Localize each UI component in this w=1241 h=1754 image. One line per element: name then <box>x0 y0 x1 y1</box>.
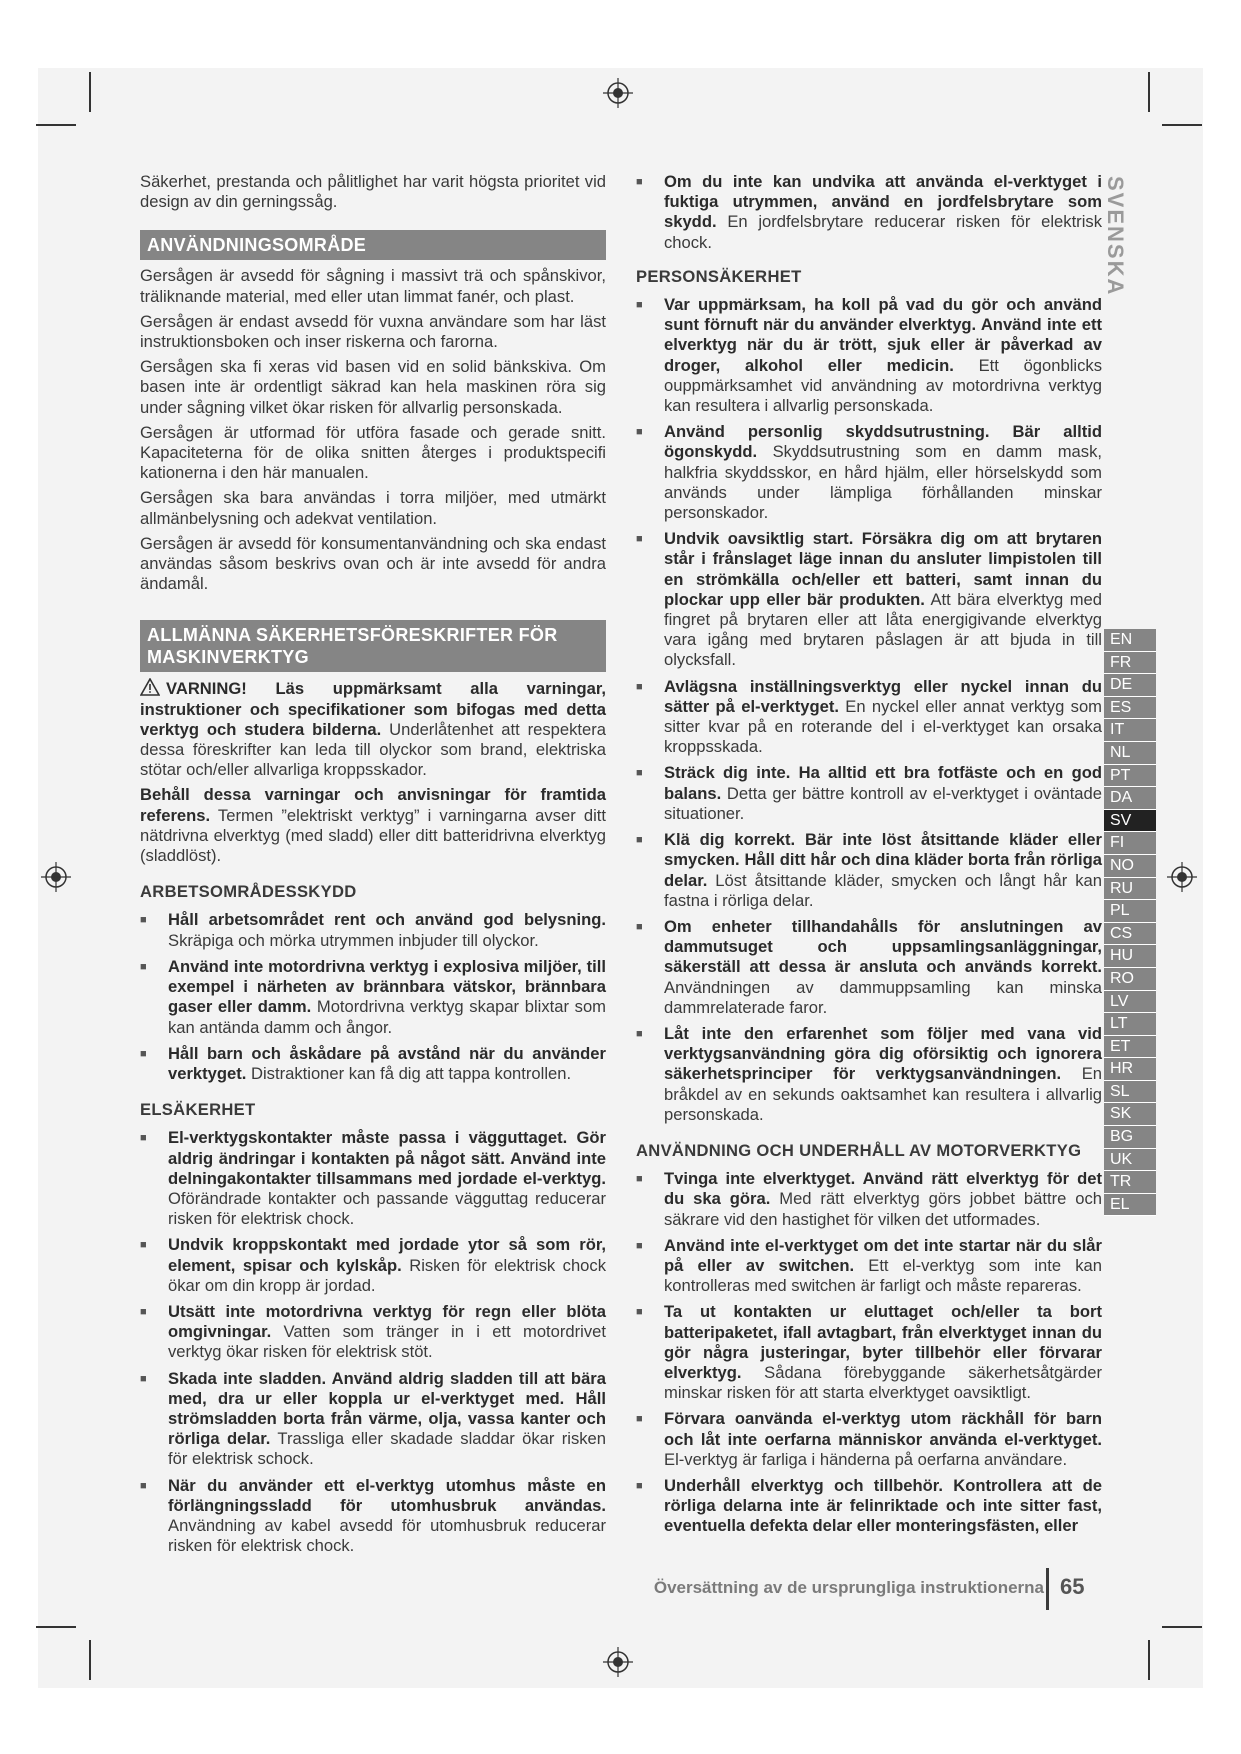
list-item: ■ Använd inte el-verktyget om det inte startar när du slår på eller av switchen. Ett el-verktyg som inte kan kontrolleras med switchen är farligt och måste repareras. <box>636 1236 1102 1297</box>
warning-text: Underlåtenhet att respektera dessa föreskrifter kan leda till olyckor som brand, elektriska stötar och/eller allvarliga kroppsskador. <box>140 719 606 780</box>
footer-divider <box>1046 1568 1049 1610</box>
language-tab-hr[interactable]: HR <box>1104 1058 1156 1081</box>
language-tab-ro[interactable]: RO <box>1104 968 1156 991</box>
page-number: 65 <box>1060 1574 1085 1599</box>
registration-mark-icon <box>603 1647 633 1677</box>
crop-mark <box>89 72 91 112</box>
list-item: ■ När du använder ett el-verktyg utomhus måste en förlängningssladd för utomhusbruk användas. Användning av kabel avsedd för utomhusbruk reducerar risken för elektrisk chock. <box>140 1476 606 1557</box>
language-tab-cs[interactable]: CS <box>1104 923 1156 946</box>
language-tab-fi[interactable]: FI <box>1104 832 1156 855</box>
language-tab-sl[interactable]: SL <box>1104 1081 1156 1104</box>
list-item: ■ Om enheter tillhandahålls för anslutningen av dammutsuget och uppsamlingsanläggningar, säkerställ att dessa är ansluta och används korrekt. Användningen av dammuppsamling kan minska dammrelaterade faror. <box>636 917 1102 1018</box>
warning-paragraph <box>140 678 606 780</box>
list-item: ■ Undvik kroppskontakt med jordade ytor så som rör, element, spisar och kylskåp. Risken för elektrisk chock ökar om din kropp är jordad. <box>140 1235 606 1296</box>
list-item: ■ Håll arbetsområdet rent och använd god belysning. Skräpiga och mörka utrymmen inbjuder till olyckor. <box>140 910 606 950</box>
paragraph: Gersågen ska fi xeras vid basen vid en solid bänkskiva. Om basen inte är ordentligt säkrad kan hela maskinen röra sig under sågning vilket ökar risken för allvarlig personskada. <box>140 357 606 417</box>
crop-mark <box>1162 124 1202 126</box>
right-column <box>636 172 1102 1543</box>
crop-mark <box>1148 72 1150 112</box>
language-tab-da[interactable]: DA <box>1104 787 1156 810</box>
crop-mark <box>1148 1640 1150 1680</box>
list-item: ■ Underhåll elverktyg och tillbehör. Kontrollera att de rörliga delarna inte är felinriktade och inte sitter fast, eventuella defekta delar eller monteringsfästen, eller <box>636 1476 1102 1537</box>
list-item: ■ Var uppmärksam, ha koll på vad du gör och använd sunt förnuft när du använder elverktyg. Använd inte ett elverktyg när du är trött, sjuk eller är påverkad av droger, alkohol eller medicin. Ett ögonblicks ouppmärksamhet vid användning av motordrivna verktyg kan resultera i allvarlig personskada. <box>636 295 1102 416</box>
subheading-electrical: ELSÄKERHET <box>140 1100 256 1120</box>
language-tab-tr[interactable]: TR <box>1104 1171 1156 1194</box>
language-tab-ru[interactable]: RU <box>1104 878 1156 901</box>
keep-bold: Behåll dessa varningar och anvisningar för framtida referens. <box>140 785 606 825</box>
language-tab-bg[interactable]: BG <box>1104 1126 1156 1149</box>
footer-text: Översättning av de ursprungliga instruktionerna <box>653 1578 1044 1597</box>
personal-list <box>636 295 1102 1125</box>
registration-mark-icon <box>1167 862 1197 892</box>
list-item: ■ Klä dig korrekt. Bär inte löst åtsittande kläder eller smycken. Håll ditt hår och dina kläder borta från rörliga delar. Löst åtsittande kläder, smycken och långt hår kan fastna i rörliga delar. <box>636 830 1102 911</box>
list-item: ■ Ta ut kontakten ur eluttaget och/eller ta bort batteripaketet, ifall avtagbart, från elverktyget innan du gör några justeringar, byter tillbehör eller förvarar elverktyg. Sådana förebyggande säkerhetsåtgärder minskar risken för att starta elverktyget oavsiktligt. <box>636 1302 1102 1403</box>
paragraph: Gersågen ska bara användas i torra miljöer, med utmärkt allmänbelysning och adekvat ventilation. <box>140 488 606 528</box>
list-item: ■ Undvik oavsiktlig start. Försäkra dig om att brytaren står i frånslaget läge innan du ansluter limpistolen till en strömkälla och/eller ett batteri, samt innan du plockar upp eller bär produkten. Att bära elverktyg med fingret på brytaren eller att låta energigivande elverktyg vara igång med brytaren påslagen är att bjuda in till olycksfall. <box>636 529 1102 670</box>
list-item: ■ Låt inte den erfarenhet som följer med vana vid verktygsanvändning göra dig oförsiktig och ignorera säkerhetsprinciper för verktygsanvändningen. En bråkdel av en sekunds oaktsamhet kan resultera i allvarlig personskada. <box>636 1024 1102 1125</box>
paragraph: Gersågen är endast avsedd för vuxna användare som har läst instruktionsboken och inser riskerna och farorna. <box>140 311 606 352</box>
subheading-usage-maintenance: ANVÄNDNING OCH UNDERHÅLL AV MOTORVERKTYG <box>636 1140 1082 1160</box>
paragraph: Gersågen är avsedd för konsumentanvändning och ska endast användas såsom beskrivs ovan och är inte avsedd för andra ändamål. <box>140 533 606 594</box>
language-tab-nl[interactable]: NL <box>1104 742 1156 765</box>
paragraph: Gersågen är utformad för utföra fasade och gerade snitt. Kapaciteterna för de olika snitten återges i produktspecifi kationerna i den här manualen. <box>140 422 606 483</box>
language-tab-fr[interactable]: FR <box>1104 652 1156 675</box>
side-language-title-text: SVENSKA <box>1103 176 1128 297</box>
list-item: ■ Förvara oanvända el-verktyg utom räckhåll för barn och låt inte oerfarna människor använda el-verktyget. El-verktyg är farliga i händerna på oerfarna användare. <box>636 1409 1102 1470</box>
crop-mark <box>36 124 76 126</box>
paragraph: Gersågen är avsedd för sågning i massivt trä och spånskivor, träliknande material, med eller utan limmat fanér, och plast. <box>140 266 606 306</box>
language-tab-uk[interactable]: UK <box>1104 1149 1156 1172</box>
language-tab-el[interactable]: EL <box>1104 1194 1156 1217</box>
language-tab-es[interactable]: ES <box>1104 697 1156 720</box>
side-language-title <box>1104 176 1134 296</box>
language-tab-pl[interactable]: PL <box>1104 900 1156 923</box>
list-item: ■ Använd inte motordrivna verktyg i explosiva miljöer, till exempel i närheten av brännbara vätskor, brännbara gaser eller damm. Motordrivna verktyg skapar blixtar som kan antända damm och ångor. <box>140 957 606 1038</box>
warning-triangle-icon <box>140 678 160 696</box>
list-item: ■ El-verktygskontakter måste passa i vägguttaget. Gör aldrig ändringar i kontakten på något sätt. Använd inte delningakontakter tillsammans med jordade el-verktyg. Oförändrade kontakter och passande vägguttag reducerar risken för elektrisk chock. <box>140 1128 606 1229</box>
list-item: ■ Utsätt inte motordrivna verktyg för regn eller blöta omgivningar. Vatten som tränger in i ett motordrivet verktyg ökar risken för elektrisk stöt. <box>140 1302 606 1363</box>
language-tab-lt[interactable]: LT <box>1104 1013 1156 1036</box>
language-tab-sv[interactable]: SV <box>1104 810 1156 833</box>
electrical-list <box>140 1128 606 1556</box>
section-heading-general-safety: ALLMÄNNA SÄKERHETSFÖRESKRIFTER FÖR MASKINVERKTYG <box>140 620 606 672</box>
list-item: ■ Håll barn och åskådare på avstånd när du använder verktyget. Distraktioner kan få dig att tappa kontrollen. <box>140 1044 606 1084</box>
electrical-list-continued <box>636 172 1102 253</box>
list-item: ■ Sträck dig inte. Ha alltid ett bra fotfäste och en god balans. Detta ger bättre kontroll av el-verktyget i oväntade situationer. <box>636 763 1102 824</box>
crop-mark <box>89 1640 91 1680</box>
list-item: ■ Använd personlig skyddsutrustning. Bär alltid ögonskydd. Skyddsutrustning som en damm mask, halkfria skyddsskor, en hård hjälm, eller hörselskydd som används under lämpliga förhållanden minskar personskador. <box>636 422 1102 523</box>
language-tab-sk[interactable]: SK <box>1104 1103 1156 1126</box>
list-item: ■ Om du inte kan undvika att använda el-verktyget i fuktiga utrymmen, använd en jordfelsbrytare som skydd. En jordfelsbrytare reducerar risken för elektrisk chock. <box>636 172 1102 253</box>
keep-paragraph <box>140 785 606 866</box>
list-item: ■ Skada inte sladden. Använd aldrig sladden till att bära med, dra ur eller koppla ur el-verktyget med. Håll strömsladden borta från värme, olja, vassa kanter och rörliga delar. Trassliga eller skadade sladdar ökar risken för elektrisk schock. <box>140 1369 606 1470</box>
crop-mark <box>36 1626 76 1628</box>
left-column <box>140 172 606 1562</box>
warning-bold: VARNING! Läs uppmärksamt alla varningar, instruktioner och specifikationer som bifogas med detta verktyg och studera bilderna. <box>140 679 606 739</box>
language-tab-pt[interactable]: PT <box>1104 765 1156 788</box>
subheading-personal: PERSONSÄKERHET <box>636 266 802 286</box>
registration-mark-icon <box>603 78 633 108</box>
crop-mark <box>1162 1626 1202 1628</box>
language-tab-en[interactable]: EN <box>1104 629 1156 652</box>
language-tab-lv[interactable]: LV <box>1104 991 1156 1014</box>
list-item: ■ Avlägsna inställningsverktyg eller nyckel innan du sätter på el-verktyget. En nyckel eller annat verktyg som sitter kvar på en roterande del i el-verktyget kan orsaka kroppsskada. <box>636 677 1102 758</box>
language-tab-hu[interactable]: HU <box>1104 945 1156 968</box>
language-tab-it[interactable]: IT <box>1104 719 1156 742</box>
section-heading-usage-area: ANVÄNDNINGSOMRÅDE <box>140 230 606 260</box>
list-item: ■ Tvinga inte elverktyget. Använd rätt elverktyg för det du ska göra. Med rätt elverktyg görs jobbet bättre och säkrare vid den hastighet för vilken det utformades. <box>636 1169 1102 1230</box>
usage-list <box>636 1169 1102 1536</box>
work-area-list <box>140 910 606 1084</box>
registration-mark-icon <box>41 862 71 892</box>
language-index <box>1104 629 1156 1216</box>
language-tab-et[interactable]: ET <box>1104 1036 1156 1059</box>
language-tab-no[interactable]: NO <box>1104 855 1156 878</box>
keep-text: Termen ”elektriskt verktyg” i varningarna avser ditt nätdrivna elverktyg (med sladd) eller ditt batteridrivna elverktyg (sladdlöst). <box>140 805 606 866</box>
language-tab-de[interactable]: DE <box>1104 674 1156 697</box>
subheading-work-area: ARBETSOMRÅDESSKYDD <box>140 882 357 902</box>
intro-text: Säkerhet, prestanda och pålitlighet har varit högsta prioritet vid design av din gerningssåg. <box>140 172 606 212</box>
